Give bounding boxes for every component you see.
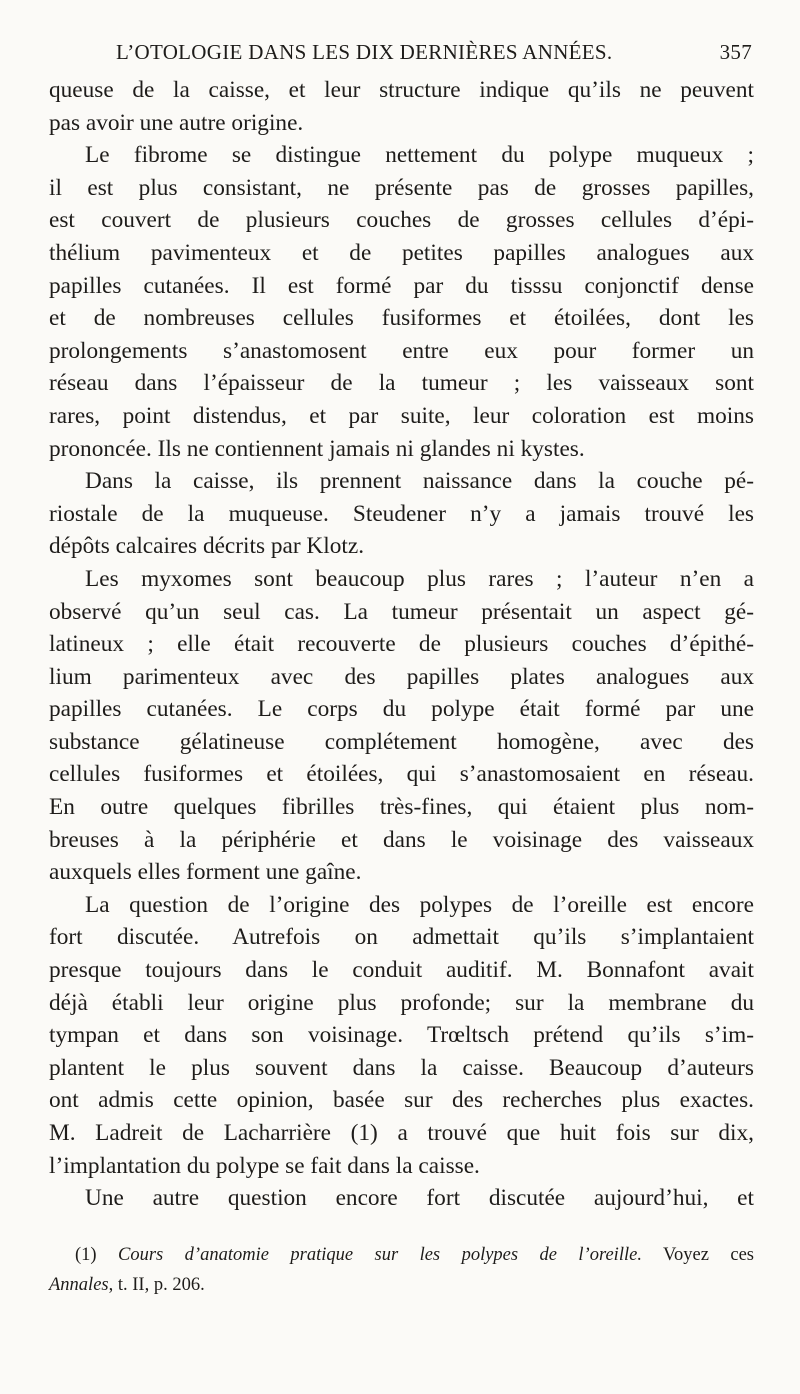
paragraph-start-line: Le fibrome se distingue nettement du polype muqueux ; bbox=[85, 142, 754, 169]
footnote bbox=[49, 1240, 754, 1300]
text-line: M. Ladreit de Lacharrière (1) a trouvé que huit fois sur dix, bbox=[49, 1120, 754, 1146]
footnote-work-title: Cours d’anatomie pratique sur les polypes de l’oreille. bbox=[118, 1245, 642, 1265]
text-line: auxquels elles forment une gaîne. bbox=[49, 859, 362, 886]
footnote-journal: Annales bbox=[49, 1275, 109, 1295]
footnote-marker: (1) bbox=[75, 1245, 97, 1265]
text-line: queuse de la caisse, et leur structure indique qu’ils ne peuvent bbox=[49, 77, 754, 103]
text-line: presque toujours dans le conduit auditif. M. Bonnafont avait bbox=[49, 957, 754, 984]
text-line: substance gélatineuse complétement homogène, avec des bbox=[49, 728, 754, 755]
text-line: tympan et dans son voisinage. Trœltsch prétend qu’ils s’im- bbox=[49, 1022, 754, 1049]
text-line: En outre quelques fibrilles très-fines, qui étaient plus nom- bbox=[49, 794, 754, 821]
text-line: latineux ; elle était recouverte de plusieurs couches d’épithé- bbox=[49, 631, 754, 658]
paragraph-start-line: Dans la caisse, ils prennent naissance dans la couche pé- bbox=[85, 468, 754, 495]
text-line: plantent le plus souvent dans la caisse. Beaucoup d’auteurs bbox=[49, 1054, 754, 1081]
text-line: l’implantation du polype se fait dans la caisse. bbox=[49, 1152, 480, 1179]
text-line: papilles cutanées. Il est formé par du tisssu conjonctif dense bbox=[49, 272, 754, 299]
footnote-text: Voyez ces bbox=[641, 1245, 755, 1265]
running-title: L’OTOLOGIE DANS LES DIX DERNIÈRES ANNÉES. bbox=[116, 40, 613, 64]
text-line: prolongements s’anastomosent entre eux pour former un bbox=[49, 337, 754, 364]
footnote-line bbox=[49, 1270, 754, 1300]
running-head bbox=[49, 34, 754, 74]
text-line: thélium pavimenteux et de petites papilles analogues aux bbox=[49, 239, 754, 266]
paragraph-start-line: Une autre question encore fort discutée aujourd’hui, et bbox=[85, 1185, 754, 1212]
text-line: réseau dans l’épaisseur de la tumeur ; les vaisseaux sont bbox=[49, 370, 754, 397]
text-line: rares, point distendus, et par suite, leur coloration est moins bbox=[49, 402, 754, 429]
text-line: pas avoir une autre origine. bbox=[49, 109, 304, 136]
text-line: il est plus consistant, ne présente pas de grosses papilles, bbox=[49, 174, 754, 201]
text-line: papilles cutanées. Le corps du polype était formé par une bbox=[49, 696, 754, 723]
page-content bbox=[49, 34, 755, 1295]
text-line: observé qu’un seul cas. La tumeur présentait un aspect gé- bbox=[49, 598, 754, 625]
text-line: fort discutée. Autrefois on admettait qu’ils s’implantaient bbox=[49, 924, 754, 951]
text-line: prononcée. Ils ne contiennent jamais ni glandes ni kystes. bbox=[49, 435, 585, 462]
paragraph-start-line: Les myxomes sont beaucoup plus rares ; l’auteur n’en a bbox=[85, 565, 754, 592]
text-line: est couvert de plusieurs couches de grosses cellules d’épi- bbox=[49, 207, 754, 234]
text-line: lium parimenteux avec des papilles plates analogues aux bbox=[49, 663, 754, 690]
text-line: dépôts calcaires décrits par Klotz. bbox=[49, 533, 365, 560]
footnote-reference: , t. II, p. 206. bbox=[108, 1275, 205, 1295]
text-line: ont admis cette opinion, basée sur des recherches plus exactes. bbox=[49, 1087, 754, 1114]
body-text bbox=[49, 74, 754, 1215]
page-number: 357 bbox=[719, 40, 752, 64]
text-line: breuses à la périphérie et dans le voisinage des vaisseaux bbox=[49, 826, 754, 853]
text-line: déjà établi leur origine plus profonde; sur la membrane du bbox=[49, 989, 754, 1016]
text-line: riostale de la muqueuse. Steudener n’y a jamais trouvé les bbox=[49, 500, 754, 527]
footnote-line bbox=[49, 1240, 754, 1270]
paragraph-start-line: La question de l’origine des polypes de l’oreille est encore bbox=[85, 891, 754, 918]
text-line: et de nombreuses cellules fusiformes et étoilées, dont les bbox=[49, 305, 754, 332]
text-line: cellules fusiformes et étoilées, qui s’anastomosaient en réseau. bbox=[49, 761, 754, 788]
